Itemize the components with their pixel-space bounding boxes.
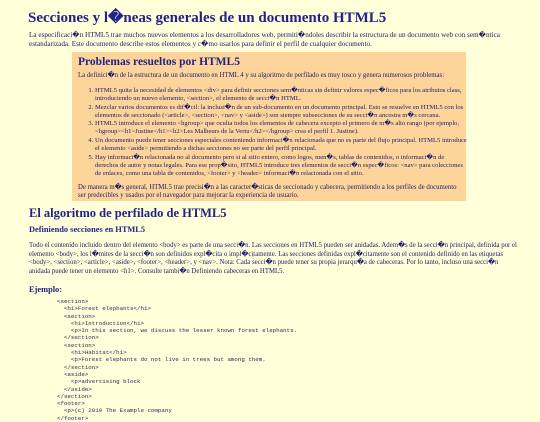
list-item: 3. HTML5 introduce el elemento <hgroup> que oculta todos los elementos de cabecera excepto el primero de m�s alto rango (por ejemplo, <hgroup><h1>Justine</h1><h2>Les Malheurs de la Vertu</h2></hgroup> crea el perfil 1. Justine). xyxy=(95,120,469,136)
problems-closing: De manera m�s general, HTML5 trae precisi�n a las caracter�sticas de seccionado y cabecera, permitiendo a los perfiles de documento ser predecibles y usados por el navegador para mejorar la experiencia de usuario. xyxy=(78,184,457,199)
code-example: <section> <h1>Forest elephants</h1> <section> <h1>Introduction</h1> <p>In this section, we discuss the lesser known forest elephants. </section> <section> <h1>Habitat</h1> <p>Forest elephants do not live in trees but among them. </section> <aside> <p>advertising block </aside> </section> <footer> <p>(c) 2010 The Example company </footer> xyxy=(57,298,298,422)
problems-list xyxy=(78,87,469,179)
intro-paragraph: La especificaci�n HTML5 trae muchos nuevos elementos a los desarrolladores web, permiti�ndoles describir la estructura de un documento web con sem�ntica estandarizada. Este documento describe estos elementos y c�mo usarlos para definir el perfil de cualquier documento. xyxy=(29,31,500,48)
problems-definition: La definici�n de la estructura de un documento en HTML 4 y su algoritmo de perfilado es muy tosco y genera numerosos problemas: xyxy=(78,72,445,79)
problems-box xyxy=(72,52,466,201)
page-title: Secciones y l�neas generales de un documento HTML5 xyxy=(28,10,387,26)
algorithm-heading: El algoritmo de perfilado de HTML5 xyxy=(29,206,227,220)
definition-heading: Definiendo secciones en HTML5 xyxy=(29,225,146,234)
list-item: 1. HTML5 quita la necesidad de elementos <div> para definir secciones sem�nticas sin definir valores espec�ficos para los atributos class, introduciendo un nuevo elemento, <section>, el elemento de secci�n HTML. xyxy=(95,87,469,103)
body-paragraph: Todo el contenido incluido dentro del elemento <body> es parte de una secci�n. Las secciones en HTML5 pueden ser anidadas. Adem�s de la secci�n principal, definida por el elemento <body>, los l�mites de la secci�n son definidos expl�cita o impl�citamente. Las secciones definidas expl�citamente son el contenido definido en las etiquetas <body>, <section>, <article>, <aside>, <footer>, <header>, y <nav>. Nota: Cada secci�n puede tener su propia jerarqu�a de cabeceras. Por lo tanto, incluso una secci�n anidada puede tener un elemento <h1>. Consulte tambi�n Definiendo cabeceras en HTML5. xyxy=(29,242,517,275)
list-item: 4. Un documento puede tener secciones especiales conteniendo informaci�n relacionada que no es parte del flujo principal. HTML5 introduce el elemento <aside> permitiendo a dichas secciones no ser parte del perfil principal. xyxy=(95,137,469,153)
list-item: 5. Hay informaci�n relacionada no al documento pero si al sitio entero, como logos, men�s, tablas de contenidos, o informaci�n de derechos de autor y notas legales. Para ese prop�sito, HTML5 introduce tres elementos de secci�n espec�ficos: <nav> para colecciones de enlaces, como una tabla de contenidos, <footer> y <header> informaci�n relacionada con el sitio. xyxy=(95,154,469,178)
problems-heading: Problemas resueltos por HTML5 xyxy=(78,56,240,68)
example-heading: Ejemplo: xyxy=(29,285,63,294)
list-item: 2. Mezclar varios documentos es dif�cil: la inclusi�n de un sub-documento en un documento principal. Esto se resuelve en HTML5 con los elementos de seccionado (<article>, <section>, <nav> y <aside>) son siempre subsecciones de su secci�n ancestra m�s cercana. xyxy=(95,104,469,120)
